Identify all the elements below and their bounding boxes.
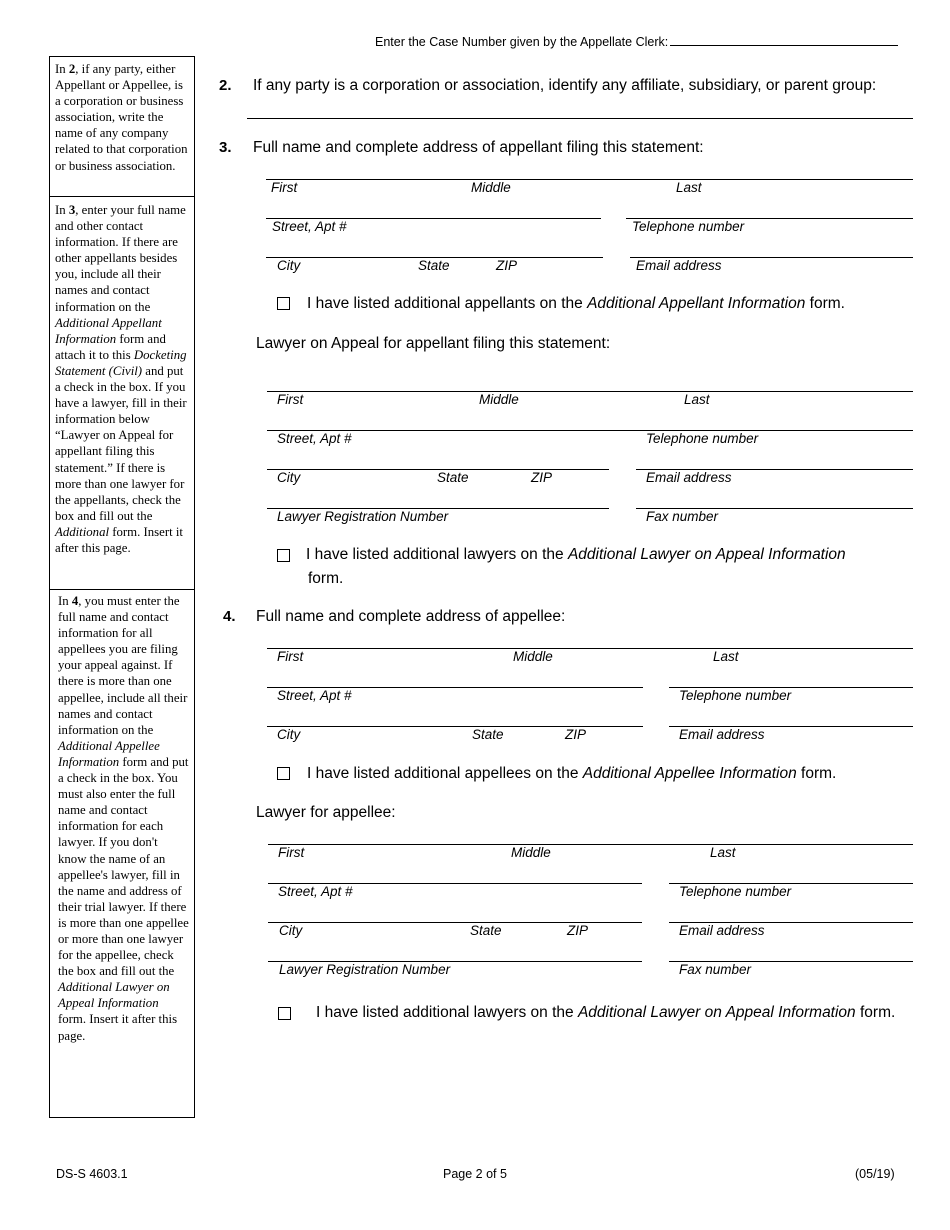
checkbox-text-continued: form. bbox=[308, 570, 344, 587]
help-text: form and attach it to this bbox=[55, 331, 166, 362]
label-middle: Middle bbox=[513, 649, 553, 664]
form-name: Additional Appellant Information bbox=[587, 295, 806, 312]
appellant-lawyer-heading: Lawyer on Appeal for appellant filing this statement: bbox=[256, 335, 611, 352]
divider bbox=[50, 589, 194, 590]
case-number-label: Enter the Case Number given by the Appellate Clerk: bbox=[375, 35, 669, 49]
appellee-lawyer-heading: Lawyer for appellee: bbox=[256, 804, 396, 821]
label-zip: ZIP bbox=[567, 923, 589, 938]
label-phone: Telephone number bbox=[646, 431, 759, 446]
label-state: State bbox=[472, 727, 504, 742]
label-city: City bbox=[277, 470, 301, 485]
revision-date: (05/19) bbox=[855, 1167, 895, 1181]
label-registration: Lawyer Registration Number bbox=[277, 509, 449, 524]
help-form-name: Additional bbox=[55, 524, 110, 539]
question-3-number: 3. bbox=[219, 139, 232, 156]
label-state: State bbox=[418, 258, 450, 273]
label-state: State bbox=[470, 923, 502, 938]
help-text: form. Insert it after this page. bbox=[58, 1012, 178, 1043]
additional-appellants-label bbox=[307, 295, 845, 313]
case-number-prompt bbox=[375, 33, 898, 49]
label-street: Street, Apt # bbox=[278, 884, 353, 899]
form-name: Additional Appellee Information bbox=[582, 765, 797, 782]
label-street: Street, Apt # bbox=[277, 431, 352, 446]
label-fax: Fax number bbox=[646, 509, 719, 524]
help-text: In bbox=[55, 62, 69, 76]
label-last: Last bbox=[710, 845, 736, 860]
help-number: 3 bbox=[68, 203, 76, 217]
label-street: Street, Apt # bbox=[277, 688, 352, 703]
question-2-number: 2. bbox=[219, 77, 232, 94]
label-first: First bbox=[271, 180, 298, 195]
additional-appellees-label bbox=[307, 765, 836, 783]
label-email: Email address bbox=[646, 470, 732, 485]
label-email: Email address bbox=[636, 258, 722, 273]
checkbox-text: form. bbox=[805, 295, 845, 312]
label-zip: ZIP bbox=[531, 470, 553, 485]
additional-appellees-checkbox[interactable] bbox=[277, 767, 290, 780]
label-state: State bbox=[437, 470, 469, 485]
label-fax: Fax number bbox=[679, 962, 752, 977]
label-email: Email address bbox=[679, 923, 765, 938]
help-text: and put a check in the box. If you have a lawyer, fill in their information below “Lawyer on Appeal for appellant filing this statement.” If there is more than one lawyer for the appellants, check the box and fill out the bbox=[55, 363, 187, 523]
help-question-4 bbox=[50, 593, 194, 1044]
help-form-name: Additional Appellee Information bbox=[58, 738, 160, 769]
label-first: First bbox=[278, 845, 305, 860]
additional-appellee-lawyers-label bbox=[316, 1004, 895, 1022]
additional-appellants-checkbox[interactable] bbox=[277, 297, 290, 310]
label-city: City bbox=[277, 727, 301, 742]
label-phone: Telephone number bbox=[679, 688, 792, 703]
case-number-field[interactable] bbox=[670, 33, 898, 46]
label-last: Last bbox=[713, 649, 739, 664]
form-id: DS-S 4603.1 bbox=[56, 1167, 128, 1181]
checkbox-text: I have listed additional appellees on the bbox=[307, 765, 583, 782]
divider bbox=[50, 196, 194, 197]
appellee-city-field[interactable] bbox=[267, 726, 643, 727]
additional-appellee-lawyers-checkbox[interactable] bbox=[278, 1007, 291, 1020]
help-text: In bbox=[58, 594, 72, 608]
additional-appellant-lawyers-label bbox=[306, 546, 846, 564]
form-name: Additional Lawyer on Appeal Information bbox=[567, 546, 846, 563]
appellant-lawyer-street-field[interactable] bbox=[267, 430, 913, 431]
affiliate-field[interactable] bbox=[247, 118, 913, 119]
help-text: , if any party, either Appellant or Appellee, is a corporation or business association, write the name of any company related to that corporation or business association. bbox=[55, 62, 188, 173]
label-first: First bbox=[277, 392, 304, 407]
label-zip: ZIP bbox=[565, 727, 587, 742]
label-city: City bbox=[277, 258, 301, 273]
help-question-3 bbox=[50, 202, 194, 556]
question-4-number: 4. bbox=[223, 608, 236, 625]
label-middle: Middle bbox=[471, 180, 511, 195]
appellant-name-field[interactable] bbox=[266, 179, 913, 180]
label-city: City bbox=[279, 923, 303, 938]
question-3-text: Full name and complete address of appellant filing this statement: bbox=[253, 139, 704, 156]
help-form-name: Additional Lawyer on Appeal Information bbox=[58, 980, 170, 1011]
help-form-name: Docketing Statement (Civil) bbox=[55, 347, 187, 378]
checkbox-text: I have listed additional lawyers on the bbox=[316, 1004, 578, 1021]
help-form-name: Additional Appellant Information bbox=[55, 315, 162, 346]
label-last: Last bbox=[676, 180, 702, 195]
question-2-text: If any party is a corporation or association, identify any affiliate, subsidiary, or parent group: bbox=[253, 77, 877, 94]
checkbox-text: form. bbox=[796, 765, 837, 782]
help-text: form. Insert it after this page. bbox=[55, 524, 183, 555]
label-zip: ZIP bbox=[496, 258, 518, 273]
label-street: Street, Apt # bbox=[272, 219, 347, 234]
form-name: Additional Lawyer on Appeal Information bbox=[577, 1004, 856, 1021]
question-4-text: Full name and complete address of appellee: bbox=[256, 608, 566, 625]
help-number: 2 bbox=[68, 62, 76, 76]
label-first: First bbox=[277, 649, 304, 664]
checkbox-text: form. bbox=[855, 1004, 896, 1021]
label-last: Last bbox=[684, 392, 710, 407]
appellant-lawyer-name-field[interactable] bbox=[267, 391, 913, 392]
label-phone: Telephone number bbox=[679, 884, 792, 899]
label-middle: Middle bbox=[511, 845, 551, 860]
label-registration: Lawyer Registration Number bbox=[279, 962, 451, 977]
help-question-2 bbox=[50, 61, 194, 174]
appellee-lawyer-name-field[interactable] bbox=[268, 844, 913, 845]
help-text: , enter your full name and other contact information. If there are other appellants besides you, include all their names and contact information on the bbox=[55, 203, 186, 314]
help-text: form and put a check in the box. You must also enter the full name and contact information for each lawyer. If you don't know the name of an appellee's lawyer, fill in the name and address of their trial lawyer. If there is more than one appellee or more than one lawyer for the appellee, check the box and fill out the bbox=[58, 754, 189, 979]
label-email: Email address bbox=[679, 727, 765, 742]
label-phone: Telephone number bbox=[632, 219, 745, 234]
appellee-name-field[interactable] bbox=[267, 648, 913, 649]
label-middle: Middle bbox=[479, 392, 519, 407]
instructions-sidebar bbox=[49, 56, 195, 1118]
page-number: Page 2 of 5 bbox=[443, 1167, 507, 1181]
additional-appellant-lawyers-checkbox[interactable] bbox=[277, 549, 290, 562]
help-text: In bbox=[55, 203, 69, 217]
checkbox-text: I have listed additional appellants on the bbox=[307, 295, 588, 312]
help-number: 4 bbox=[71, 594, 79, 608]
checkbox-text: I have listed additional lawyers on the bbox=[306, 546, 568, 563]
help-text: , you must enter the full name and contact information for all appellees you are filing your appeal against. If there is more than one appellee, include all their names and contact information on the bbox=[58, 594, 188, 737]
